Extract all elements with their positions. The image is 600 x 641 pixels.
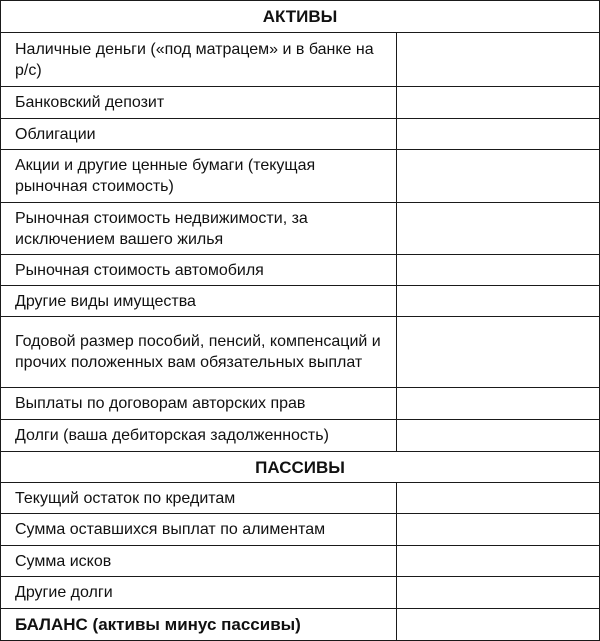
value-cell[interactable] (397, 514, 600, 546)
row-label: Долги (ваша дебиторская задолженность) (1, 420, 397, 452)
table-row (1, 286, 600, 317)
row-label: Рыночная стоимость недвижимости, за исключением вашего жилья (1, 203, 397, 255)
value-cell[interactable] (397, 150, 600, 203)
row-label: Акции и другие ценные бумаги (текущая рыночная стоимость) (1, 150, 397, 203)
table-row (1, 119, 600, 150)
row-label: Банковский депозит (1, 87, 397, 119)
liabilities-header-row (1, 452, 600, 483)
row-label: Рыночная стоимость автомобиля (1, 255, 397, 286)
value-cell[interactable] (397, 87, 600, 119)
row-label: Сумма исков (1, 546, 397, 577)
table-row (1, 33, 600, 87)
liabilities-title: ПАССИВЫ (1, 452, 600, 483)
value-cell[interactable] (397, 577, 600, 609)
value-cell[interactable] (397, 203, 600, 255)
row-label: Текущий остаток по кредитам (1, 483, 397, 514)
table-row (1, 483, 600, 514)
value-cell[interactable] (397, 119, 600, 150)
table-row (1, 577, 600, 609)
table-row (1, 514, 600, 546)
value-cell[interactable] (397, 33, 600, 87)
row-label: Наличные деньги («под матрацем» и в банке на р/с) (1, 33, 397, 87)
row-label: Сумма оставшихся выплат по алиментам (1, 514, 397, 546)
table-row (1, 420, 600, 452)
table-row (1, 255, 600, 286)
value-cell[interactable] (397, 388, 600, 420)
balance-row (1, 609, 600, 641)
assets-header-row (1, 1, 600, 33)
balance-value-cell[interactable] (397, 609, 600, 641)
value-cell[interactable] (397, 420, 600, 452)
value-cell[interactable] (397, 317, 600, 388)
balance-label: БАЛАНС (активы минус пассивы) (1, 609, 397, 641)
row-label: Годовой размер пособий, пенсий, компенсаций и прочих положенных вам обязательных выплат (1, 317, 397, 388)
value-cell[interactable] (397, 546, 600, 577)
table-row (1, 546, 600, 577)
table-row (1, 203, 600, 255)
assets-title: АКТИВЫ (1, 1, 600, 33)
table-row (1, 87, 600, 119)
table-row (1, 388, 600, 420)
value-cell[interactable] (397, 286, 600, 317)
row-label: Выплаты по договорам авторских прав (1, 388, 397, 420)
value-cell[interactable] (397, 255, 600, 286)
table-row (1, 150, 600, 203)
table-row (1, 317, 600, 388)
row-label: Другие виды имущества (1, 286, 397, 317)
row-label: Облигации (1, 119, 397, 150)
row-label: Другие долги (1, 577, 397, 609)
value-cell[interactable] (397, 483, 600, 514)
